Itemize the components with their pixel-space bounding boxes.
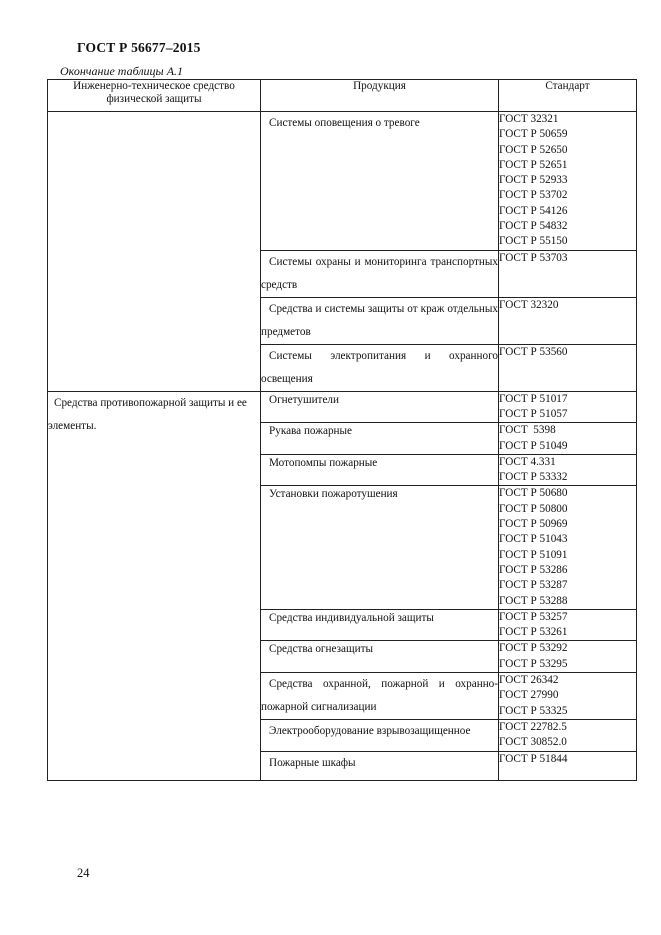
table-caption: Окончание таблицы А.1 [60, 64, 184, 78]
product-cell: Мотопомпы пожарные [261, 454, 499, 486]
product-cell: Рукава пожарные [261, 423, 499, 455]
standards-cell: ГОСТ 4.331 ГОСТ Р 53332 [499, 454, 637, 486]
product-cell: Системы электропитания и охранного освещения [261, 344, 499, 391]
standards-cell: ГОСТ Р 53703 [499, 250, 637, 297]
product-cell: Системы оповещения о тревоге [261, 112, 499, 251]
product-cell: Средства и системы защиты от краж отдельных предметов [261, 297, 499, 344]
standards-cell: ГОСТ 26342 ГОСТ 27990 ГОСТ Р 53325 [499, 673, 637, 720]
page-number: 24 [77, 866, 90, 880]
product-cell: Средства индивидуальной защиты [261, 609, 499, 641]
standards-cell: ГОСТ 22782.5 ГОСТ 30852.0 [499, 720, 637, 752]
standards-cell: ГОСТ Р 50680 ГОСТ Р 50800 ГОСТ Р 50969 ГОСТ Р 51043 ГОСТ Р 51091 ГОСТ Р 53286 ГОСТ Р 53287 ГОСТ Р 53288 [499, 486, 637, 609]
product-cell: Пожарные шкафы [261, 751, 499, 780]
product-cell: Огнетушители [261, 391, 499, 423]
standards-cell: ГОСТ Р 53257 ГОСТ Р 53261 [499, 609, 637, 641]
product-cell: Средства охранной, пожарной и охранно-пожарной сигнализации [261, 673, 499, 720]
product-cell: Электрооборудование взрывозащищенное [261, 720, 499, 752]
standards-cell: ГОСТ 32321 ГОСТ Р 50659 ГОСТ Р 52650 ГОСТ Р 52651 ГОСТ Р 52933 ГОСТ Р 53702 ГОСТ Р 54126 ГОСТ Р 54832 ГОСТ Р 55150 [499, 112, 637, 251]
table-header-row [48, 80, 637, 112]
product-cell: Установки пожаротушения [261, 486, 499, 609]
column-header-products: Продукция [261, 80, 499, 112]
standards-cell: ГОСТ 32320 [499, 297, 637, 344]
standards-cell: ГОСТ Р 51017 ГОСТ Р 51057 [499, 391, 637, 423]
product-cell: Средства огнезащиты [261, 641, 499, 673]
product-cell: Системы охраны и мониторинга транспортных средств [261, 250, 499, 297]
standards-cell: ГОСТ Р 51844 [499, 751, 637, 780]
table-row [48, 391, 637, 423]
standards-cell: ГОСТ 5398 ГОСТ Р 51049 [499, 423, 637, 455]
column-header-means: Инженерно-техническое средство физической защиты [48, 80, 261, 112]
column-header-standards: Стандарт [499, 80, 637, 112]
standards-cell: ГОСТ Р 53292 ГОСТ Р 53295 [499, 641, 637, 673]
table-row [48, 112, 637, 251]
standards-table [47, 79, 637, 781]
means-cell [48, 112, 261, 392]
standards-cell: ГОСТ Р 53560 [499, 344, 637, 391]
means-cell: Средства противопожарной защиты и ее элементы. [48, 391, 261, 780]
document-code: ГОСТ Р 56677–2015 [77, 40, 201, 55]
